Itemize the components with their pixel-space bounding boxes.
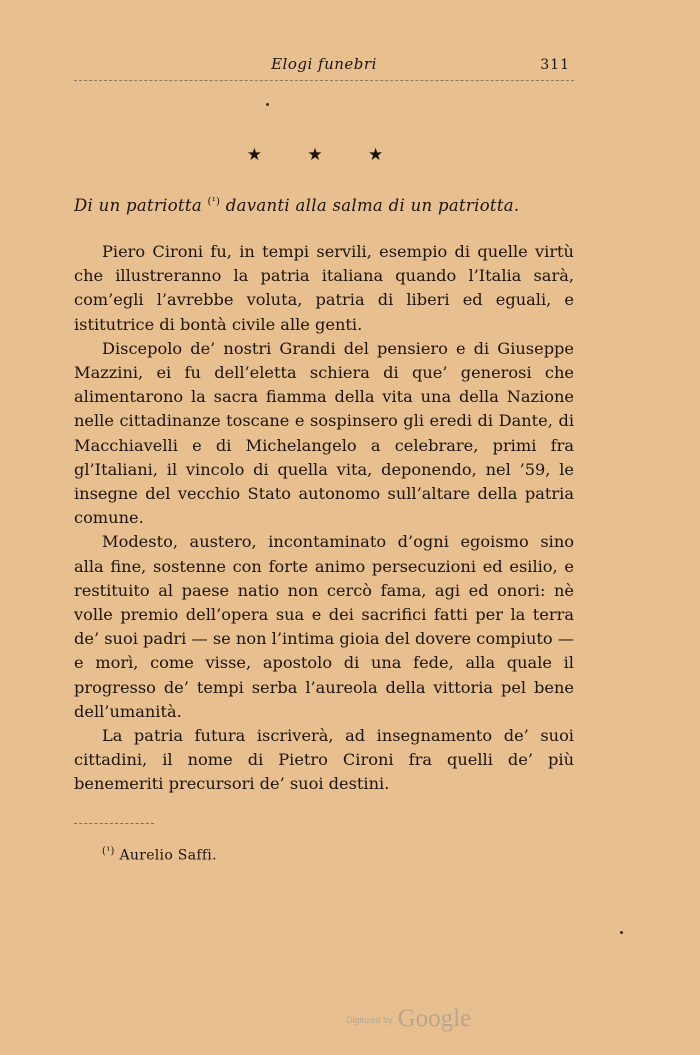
running-title: Elogi funebri <box>271 55 377 73</box>
paragraph: Piero Cironi fu, in tempi servili, esempio di quelle virtù che illustreranno la patria italiana quando l’Italia sarà, com’egli l’avrebbe voluta, patria di liberi ed eguali, e istitutrice di bontà civile alle genti. <box>74 242 574 334</box>
footnote-marker: (¹) <box>102 846 115 857</box>
google-logo: Google <box>397 1005 472 1032</box>
section-ornament: ★ ★ ★ <box>246 145 404 165</box>
footnote-reference: (¹) <box>207 196 221 208</box>
paragraph: Discepolo de’ nostri Grandi del pensiero e di Giuseppe Mazzini, ei fu dell’eletta schiera di que’ generosi che alimentarono la sacra fiamma della vita una della Nazione nelle cittadinanze toscane e sospinsero gli eredi di Dante, di Macchiavelli e di Michelangelo a celebrare, primi fra gl’Italiani, il vincolo di quella vita, deponendo, nel ’59, le insegne del vecchio Stato autonomo sull’altare della patria comune. <box>74 338 574 528</box>
section-title-part1: Di un patriotta <box>74 196 208 215</box>
digitized-watermark <box>346 1005 471 1033</box>
page-number: 311 <box>540 57 570 73</box>
header-rule <box>74 80 574 81</box>
footnote-rule <box>74 823 154 824</box>
paragraph: Modesto, austero, incontaminato d’ogni egoismo sino alla fine, sostenne con forte animo persecuzioni ed esilio, e restituito al paese natio non cercò fama, agi ed onori: nè volle premio dell’opera sua e dei sacrifici fatti per la terra de’ suoi padri — se non l’intima gioia del dovere compiuto — e morì, come visse, apostolo di una fede, alla quale il progresso de’ tempi serba l’aureola della vittoria pel bene dell’umanità. <box>74 532 574 721</box>
paper-speck <box>266 103 269 106</box>
section-title-part2: davanti alla salma di un patriotta. <box>220 196 520 215</box>
section-title <box>74 196 584 215</box>
running-header <box>74 52 574 88</box>
paragraph: La patria futura iscriverà, ad insegnamento de’ suoi cittadini, il nome di Pietro Cironi fra quelli de’ più benemeriti precursori de’ suoi destini. <box>74 726 574 794</box>
paper-speck <box>620 931 623 934</box>
watermark-prefix: Digitized by <box>346 1015 393 1025</box>
body-text <box>74 240 574 797</box>
footnote <box>102 846 217 864</box>
footnote-text: Aurelio Saffi. <box>114 847 217 864</box>
